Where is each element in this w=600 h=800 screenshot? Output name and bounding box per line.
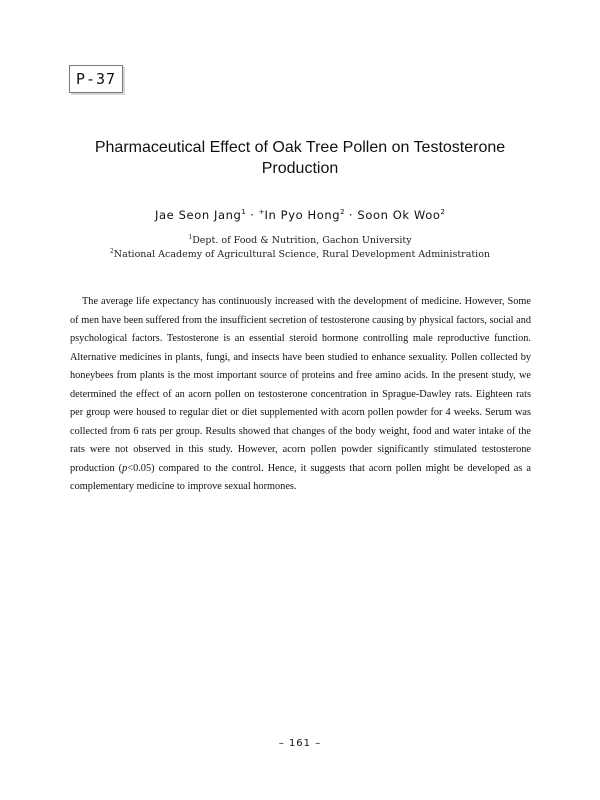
author-affiliation-mark: 1: [241, 208, 246, 216]
p-value-symbol: p: [122, 462, 128, 474]
author-name: Jae Seon Jang: [155, 207, 242, 222]
paper-title: [60, 137, 540, 179]
author-affiliation-mark: 2: [340, 208, 345, 216]
affiliation-text: National Academy of Agricultural Science, Rural Development Administration: [113, 249, 491, 261]
paper-title-line-2: Production: [261, 160, 339, 177]
abstract-paragraph: [70, 293, 531, 497]
affiliation-mark: 1: [188, 234, 193, 241]
author-list: [60, 203, 540, 224]
author-separator: ·: [245, 207, 259, 222]
corresponding-author-mark: +: [258, 208, 265, 216]
paper-title-line-1: Pharmaceutical Effect of Oak Tree Pollen on Testosterone: [94, 139, 506, 156]
poster-code-label: P-37: [69, 65, 123, 93]
affiliation: [60, 245, 540, 262]
author-separator: ·: [344, 207, 358, 222]
abstract-text: <0.05) compared to the control. Hence, it suggests that acorn pollen might be developed as a complementary medicine to improve sexual hormones.: [70, 462, 531, 492]
affiliation-text: Dept. of Food & Nutrition, Gachon University: [192, 235, 412, 247]
author-name: In Pyo Hong: [264, 207, 341, 222]
affiliation-mark: 2: [109, 248, 114, 255]
author-name: Soon Ok Woo: [357, 207, 441, 222]
abstract-text: The average life expectancy has continuously increased with the development of medicine. However, Some of men have been suffered from the insufficient secretion of testosterone causing by physical factors, social and psychological factors. Testosterone is an essential steroid hormone controlling male reproductive function. Alternative medicines in plants, fungi, and insects have been studied to enhance sexuality. Pollen collected by honeybees from plants is the most important source of proteins and free amino acids. In the present study, we determined the effect of an acorn pollen on testosterone concentration in Sprague-Dawley rats. Eighteen rats per group were housed to regular diet or diet supplemented with acorn pollen powder for 4 weeks. Serum was collected from 6 rats per group. Results showed that changes of the body weight, food and water intake of the rats were not observed in this study. However, acorn pollen powder significantly stimulated testosterone production (: [70, 296, 531, 474]
author-affiliation-mark: 2: [440, 208, 445, 216]
page-number: – 161 –: [278, 738, 322, 749]
